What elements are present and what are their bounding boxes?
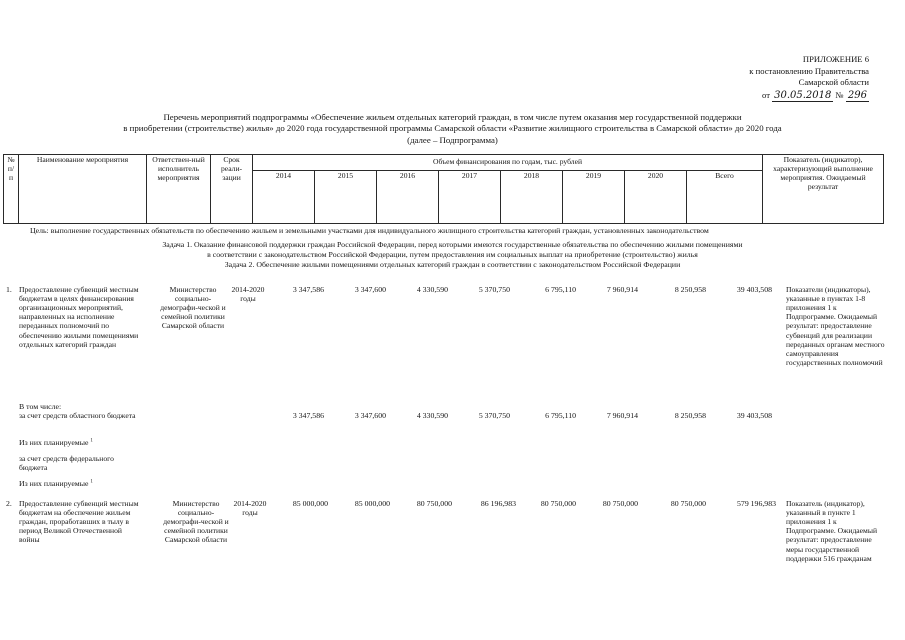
sub-regional-value: 3 347,586 <box>292 411 324 420</box>
row-value: 3 347,600 <box>354 285 386 294</box>
sub-federal: за счет средств федерального бюджета <box>19 454 114 473</box>
sub-regional-total: 39 403,508 <box>736 411 772 420</box>
header-funding: Объем финансирования по годам, тыс. рублей <box>253 155 763 171</box>
row-value: 8 250,958 <box>674 285 706 294</box>
sub-regional-value: 7 960,914 <box>606 411 638 420</box>
header-year: 2016 <box>377 171 439 224</box>
sub-regional-value: 6 795,110 <box>545 411 576 420</box>
number-prefix: № <box>835 89 844 100</box>
sub-including: В том числе: <box>19 402 62 411</box>
row-value: 80 750,000 <box>416 499 452 508</box>
header-indicator: Показатель (индикатор), характеризующий выполнение мероприятия. Ожидаемый результат <box>763 155 884 224</box>
tasks-block <box>0 240 905 270</box>
sub-planned-2 <box>19 479 93 488</box>
row-value: 6 795,110 <box>545 285 576 294</box>
header-year: 2018 <box>501 171 563 224</box>
sub-regional-value: 4 330,590 <box>416 411 448 420</box>
row-value: 85 000,000 <box>292 499 328 508</box>
row-value: 80 750,000 <box>670 499 706 508</box>
header-year: 2019 <box>563 171 625 224</box>
header-period: Срок реали-зации <box>211 155 253 224</box>
row-value: 80 750,000 <box>602 499 638 508</box>
sub-regional-value: 8 250,958 <box>674 411 706 420</box>
row-value: 3 347,586 <box>292 285 324 294</box>
sub-regional: за счет средств областного бюджета <box>19 411 136 420</box>
task-2: Задача 2. Обеспечение жилыми помещениями отдельных категорий граждан в соответствии с законодательством Российской Федерации <box>224 260 681 270</box>
row-value: 85 000,000 <box>354 499 390 508</box>
row-num: 1. <box>6 285 12 294</box>
funding-table-header <box>3 154 884 224</box>
task-1-line-1: Задача 1. Оказание финансовой поддержки граждан Российской Федерации, перед которыми имеются государственные обязательства по обеспечению жилыми помещениями <box>162 240 743 249</box>
appendix-region: Самарской области <box>798 77 869 88</box>
row-num: 2. <box>6 499 12 508</box>
row-total: 39 403,508 <box>736 285 772 294</box>
row-executor: Министерство социально-демографи-ческой и семейной политики Самарской области <box>160 285 226 331</box>
footnote-mark: 1 <box>90 438 93 444</box>
title-line-2: в приобретении (строительстве) жилья» до 2020 года государственной программы Самарской области «Развитие жилищного строительства в Самарской области» до 2020 года <box>123 123 782 134</box>
date-prefix: от <box>762 89 770 100</box>
sub-planned <box>19 438 93 447</box>
row-value: 4 330,590 <box>416 285 448 294</box>
sub-regional-value: 5 370,750 <box>478 411 510 420</box>
appendix-header <box>749 54 869 102</box>
title-line-3: (далее – Подпрограмма) <box>407 134 498 145</box>
number-value: 296 <box>847 89 867 101</box>
row-indicator: Показатели (индикаторы), указанные в пунктах 1-8 приложения 1 к Подпрограмме. Ожидаемый результат: предоставление субвенций для реализации переданных органам местного самоуправления государственных полномочий <box>786 285 885 367</box>
row-value: 80 750,000 <box>540 499 576 508</box>
header-num: № п/п <box>4 155 19 224</box>
row-value: 86 196,983 <box>480 499 516 508</box>
program-goal: Цель: выполнение государственных обязательств по обеспечению жильем и земельными участками для индивидуального жилищного строительства категорий граждан, установленных законодательством <box>30 226 709 235</box>
appendix-decree: к постановлению Правительства <box>749 65 869 76</box>
task-1-line-2: в соответствии с законодательством Российской Федерации, путем предоставления им социальных выплат на приобретение (строительство) жилья <box>207 250 698 260</box>
row-total: 579 196,983 <box>737 499 776 508</box>
row-period: 2014-2020 годы <box>231 285 265 304</box>
row-name: Предоставление субвенций местным бюджетам на обеспечение жильем граждан, проработавших в тылу в период Великой Отечественной войны <box>19 499 139 545</box>
sub-planned-2-label: Из них планируемые <box>19 479 89 488</box>
row-period: 2014-2020 годы <box>233 499 267 518</box>
header-executor: Ответствен-ный исполнитель мероприятия <box>147 155 211 224</box>
appendix-date-line <box>749 89 869 103</box>
header-total: Всего <box>687 171 763 224</box>
row-value: 5 370,750 <box>478 285 510 294</box>
header-year: 2014 <box>253 171 315 224</box>
row-name: Предоставление субвенций местным бюджетам в целях финансирования организационных мероприятий, направленных на исполнение переданных полномочий по обеспечению жилыми помещениями отдельных категорий граждан <box>19 285 139 349</box>
header-name: Наименование мероприятия <box>19 155 147 224</box>
row-executor: Министерство социально-демографи-ческой и семейной политики Самарской области <box>163 499 229 545</box>
document-title <box>0 112 905 146</box>
row-value: 7 960,914 <box>606 285 638 294</box>
date-value: 30.05.2018 <box>774 89 832 101</box>
header-year: 2017 <box>439 171 501 224</box>
row-indicator: Показатель (индикатор), указанный в пункте 1 приложения 1 к Подпрограмме. Ожидаемый результат: предоставление меры государственной поддержки 516 гражданам <box>786 499 878 563</box>
header-year: 2020 <box>625 171 687 224</box>
sub-planned-label: Из них планируемые <box>19 438 89 447</box>
header-year: 2015 <box>315 171 377 224</box>
title-line-1: Перечень мероприятий подпрограммы «Обеспечение жильем отдельных категорий граждан, в том числе путем оказания мер государственной поддержки <box>163 112 742 122</box>
appendix-title: ПРИЛОЖЕНИЕ 6 <box>802 54 869 64</box>
footnote-mark: 1 <box>90 479 93 485</box>
sub-regional-value: 3 347,600 <box>354 411 386 420</box>
